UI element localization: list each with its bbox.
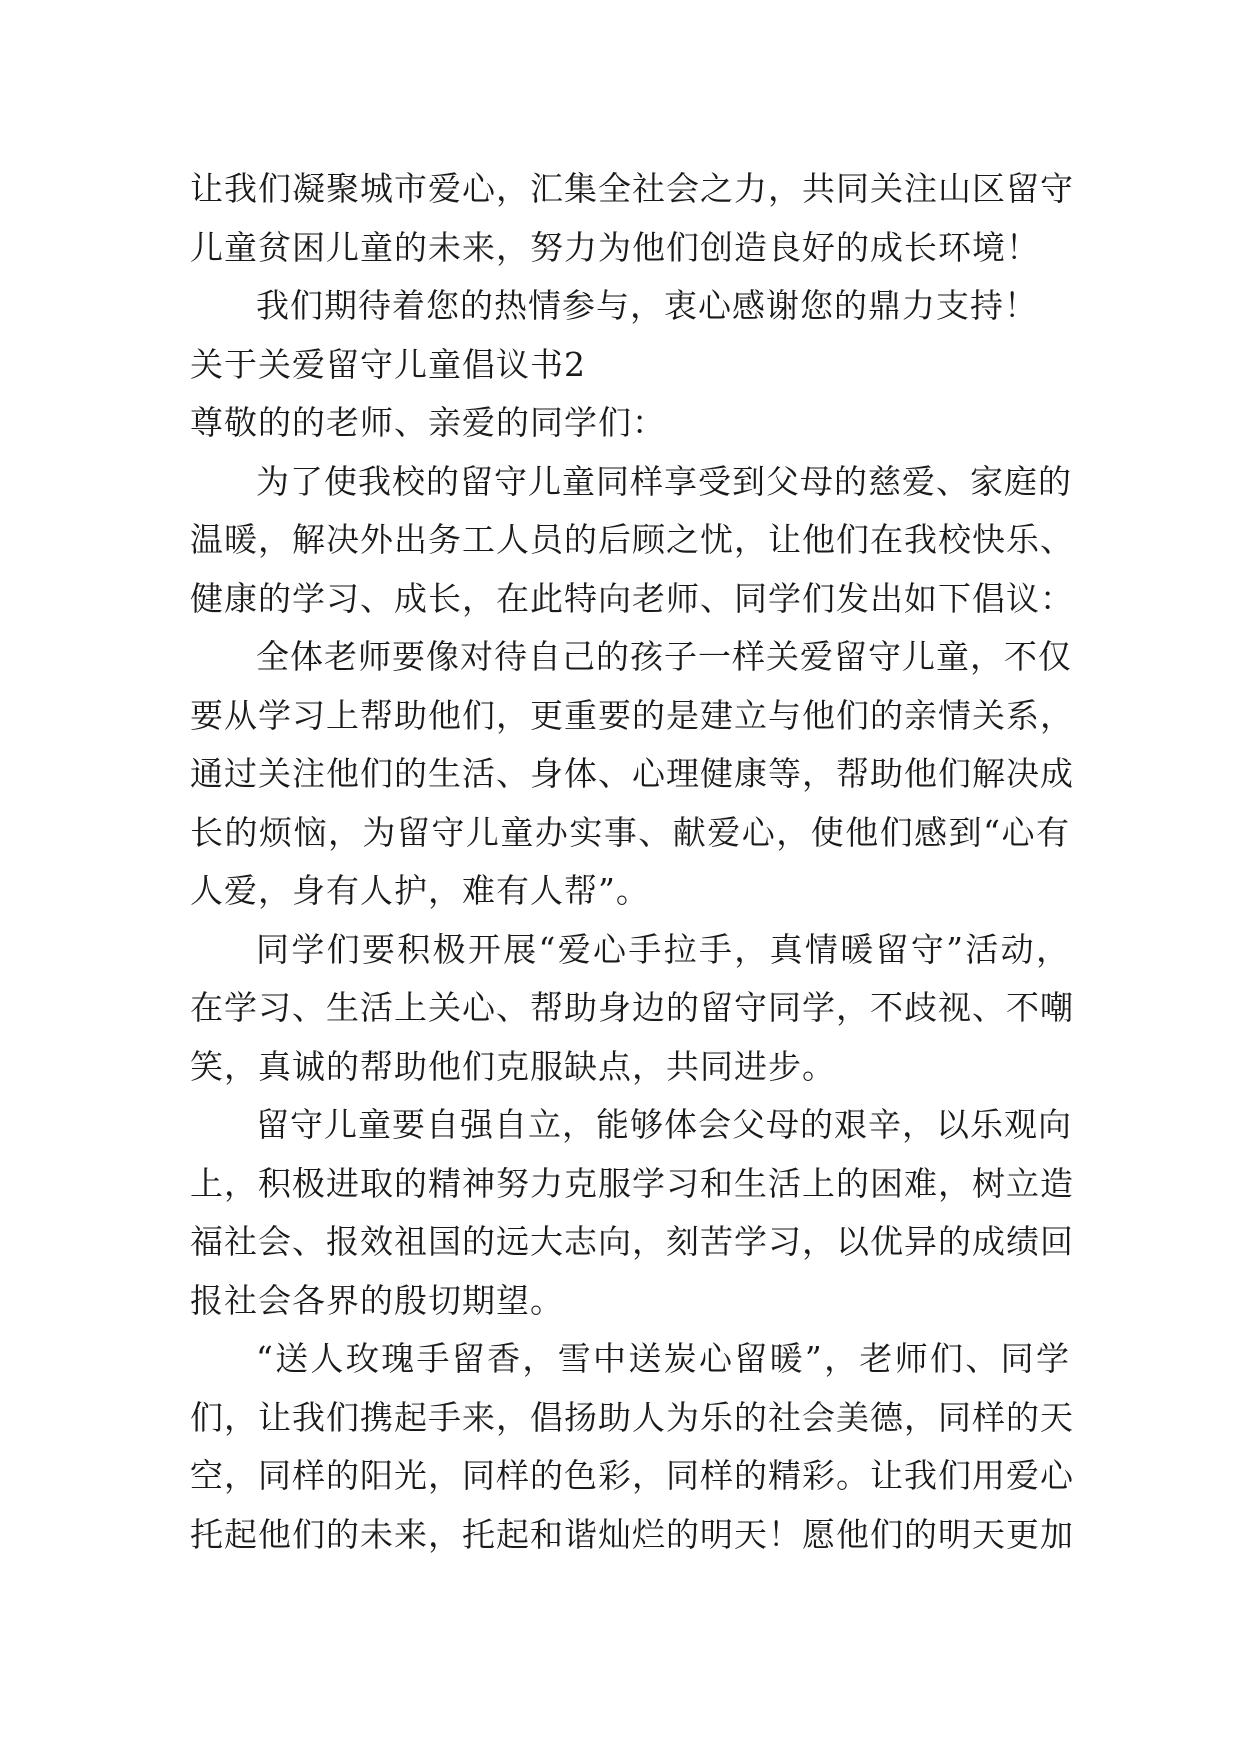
text-line: 全体老师要像对待自己的孩子一样关爱留守儿童，不仅 xyxy=(256,637,1072,676)
text-line: 长的烦恼，为留守儿童办实事、献爱心，使他们感到“心有 xyxy=(190,812,1070,852)
text-line: 同学们要积极开展“爱心手拉手，真情暖留守”活动， xyxy=(256,929,1070,969)
text-line: 健康的学习、成长，在此特向老师、同学们发出如下倡议： xyxy=(190,578,1074,618)
text-line: “送人玫瑰手留香，雪中送炭心留暖”，老师们、同学 xyxy=(256,1339,1070,1378)
salutation: 尊敬的的老师、亲爱的同学们： xyxy=(190,403,666,442)
text-line: 托起他们的未来，托起和谐灿烂的明天！愿他们的明天更加 xyxy=(190,1514,1074,1554)
text-line: 空，同样的阳光，同样的色彩，同样的精彩。让我们用爱心 xyxy=(190,1456,1074,1495)
text-line: 让我们凝聚城市爱心，汇集全社会之力，共同关注山区留守 xyxy=(190,169,1074,208)
text-line: 笑，真诚的帮助他们克服缺点，共同进步。 xyxy=(190,1046,836,1086)
text-line: 人爱，身有人护，难有人帮”。 xyxy=(190,871,650,910)
text-line: 在学习、生活上关心、帮助身边的留守同学，不歧视、不嘲 xyxy=(190,988,1074,1027)
text-line: 福社会、报效祖国的远大志向，刻苦学习，以优异的成绩回 xyxy=(190,1222,1074,1261)
text-line: 上，积极进取的精神努力克服学习和生活上的困难，树立造 xyxy=(190,1163,1074,1203)
text-line: 温暖，解决外出务工人员的后顾之忧，让他们在我校快乐、 xyxy=(190,520,1074,559)
text-line: 报社会各界的殷切期望。 xyxy=(190,1280,564,1320)
text-line: 通过关注他们的生活、身体、心理健康等，帮助他们解决成 xyxy=(190,754,1074,793)
text-line: 儿童贫困儿童的未来，努力为他们创造良好的成长环境！ xyxy=(190,227,1040,267)
text-line: 为了使我校的留守儿童同样享受到父母的慈爱、家庭的 xyxy=(256,461,1072,501)
text-line: 留守儿童要自强自立，能够体会父母的艰辛，以乐观向 xyxy=(256,1105,1072,1144)
document-body xyxy=(190,160,1074,1564)
text-line: 要从学习上帮助他们，更重要的是建立与他们的亲情关系， xyxy=(190,695,1074,735)
text-line: 们，让我们携起手来，倡扬助人为乐的社会美德，同样的天 xyxy=(190,1397,1074,1437)
text-line: 我们期待着您的热情参与，衷心感谢您的鼎力支持！ xyxy=(256,286,1038,325)
section-title: 关于关爱留守儿童倡议书2 xyxy=(190,344,586,384)
